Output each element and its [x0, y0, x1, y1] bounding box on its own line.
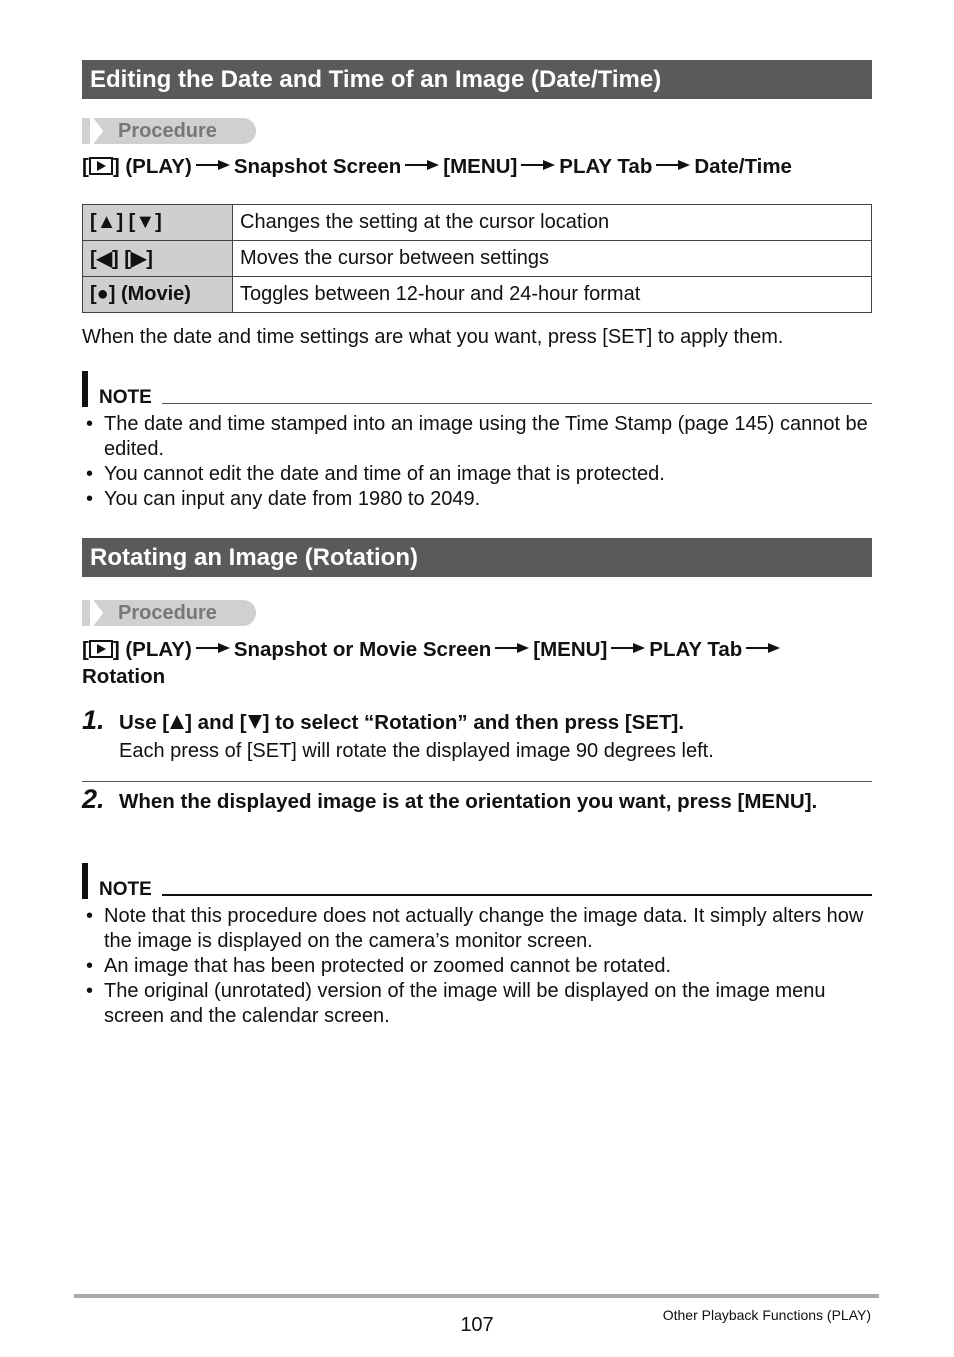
play-button-icon — [89, 640, 113, 658]
key-function-table — [82, 204, 872, 313]
right-arrow-icon — [196, 643, 230, 653]
menu-path-menu: [MENU] — [443, 155, 518, 178]
procedure-badge — [82, 118, 256, 144]
page-number: 107 — [460, 1314, 494, 1336]
table-key-cell: [▲] [▼] — [83, 205, 233, 241]
note-label: NOTE — [99, 387, 152, 408]
apply-instruction: When the date and time settings are what you want, press [SET] to apply them. — [82, 326, 784, 348]
table-row — [83, 205, 872, 241]
menu-path-play: (PLAY) — [125, 155, 192, 178]
table-desc-cell: Changes the setting at the cursor location — [233, 205, 872, 241]
menu-path-play: (PLAY) — [125, 638, 192, 661]
table-row — [83, 241, 872, 277]
note-text: The original (unrotated) version of the image will be displayed on the image menu screen and the calendar screen. — [104, 980, 826, 1027]
note-list — [82, 904, 872, 1029]
right-arrow-icon — [521, 160, 555, 170]
note-text: You can input any date from 1980 to 2049. — [104, 488, 481, 510]
footer-rule — [74, 1294, 879, 1298]
menu-path-tab: PLAY Tab — [649, 638, 743, 661]
step-title-part: ] to select “Rotation” and then press [SET]. — [262, 711, 685, 734]
step-title: When the displayed image is at the orientation you want, press [MENU]. — [119, 790, 818, 813]
note-rule — [162, 403, 872, 404]
right-arrow-icon — [495, 643, 529, 653]
list-item: • You can input any date from 1980 to 2049. — [86, 488, 481, 510]
note-text: The date and time stamped into an image using the Time Stamp (page 145) cannot be edited. — [104, 413, 868, 460]
list-item: • An image that has been protected or zoomed cannot be rotated. — [86, 955, 672, 977]
note-header — [82, 863, 872, 899]
menu-path: [ ] (PLAY) Snapshot Screen [MENU] PLAY Tab Date/Time — [82, 155, 792, 178]
step-title-part: Use [ — [119, 711, 170, 734]
step-number: 1. — [82, 705, 105, 735]
note-text: An image that has been protected or zoomed cannot be rotated. — [104, 955, 672, 977]
step-number: 2. — [82, 784, 105, 814]
list-item: • The original (unrotated) version of the image will be displayed on the image menu screen and the calendar screen. — [86, 980, 826, 1027]
note-bar — [82, 863, 88, 899]
menu-path-snapshot: Snapshot Screen — [233, 155, 402, 178]
procedure-badge — [82, 600, 256, 626]
right-arrow-icon — [405, 160, 439, 170]
note-rule — [162, 894, 872, 896]
step-divider — [82, 781, 872, 782]
menu-path-item: Date/Time — [694, 155, 792, 178]
list-item: • You cannot edit the date and time of an image that is protected. — [86, 463, 665, 485]
section-title-rotation: Rotating an Image (Rotation) — [82, 538, 872, 577]
section-title-date-time: Editing the Date and Time of an Image (Date/Time) — [82, 60, 872, 99]
menu-path-tab: PLAY Tab — [559, 155, 653, 178]
note-bar — [82, 371, 88, 407]
table-row — [83, 277, 872, 313]
chapter-title: Other Playback Functions (PLAY) — [662, 1307, 871, 1323]
menu-path-menu: [MENU] — [533, 638, 608, 661]
note-header — [82, 371, 872, 407]
menu-path-screen: Snapshot or Movie Screen — [233, 638, 492, 661]
table-key-cell: [●] (Movie) — [83, 277, 233, 313]
table-desc-cell: Moves the cursor between settings — [233, 241, 872, 277]
note-list — [82, 412, 872, 512]
step-title — [119, 709, 684, 736]
menu-path-item: Rotation — [82, 665, 166, 688]
right-arrow-icon — [196, 160, 230, 170]
note-text: Note that this procedure does not actually change the image data. It simply alters how the image is displayed on the camera’s monitor screen. — [104, 905, 864, 952]
menu-path: [ ] (PLAY) Snapshot or Movie Screen [MENU] PLAY Tab — [82, 636, 784, 663]
step-detail: Each press of [SET] will rotate the displayed image 90 degrees left. — [119, 740, 714, 762]
down-triangle-icon — [247, 714, 263, 730]
up-triangle-icon — [169, 714, 185, 730]
right-arrow-icon — [611, 643, 645, 653]
list-item: • Note that this procedure does not actually change the image data. It simply alters how the image is displayed on the camera’s monitor screen. — [86, 905, 864, 952]
procedure-label: Procedure — [118, 120, 217, 142]
note-text: You cannot edit the date and time of an image that is protected. — [104, 463, 665, 485]
right-arrow-icon — [656, 160, 690, 170]
play-button-icon — [89, 157, 113, 175]
right-arrow-icon — [746, 643, 780, 653]
table-desc-cell: Toggles between 12-hour and 24-hour format — [233, 277, 872, 313]
step-title-part: ] and [ — [185, 711, 247, 734]
list-item: • The date and time stamped into an image using the Time Stamp (page 145) cannot be edited. — [86, 413, 868, 460]
procedure-label: Procedure — [118, 602, 217, 624]
table-key-cell: [◀] [▶] — [83, 241, 233, 277]
note-label: NOTE — [99, 879, 152, 900]
